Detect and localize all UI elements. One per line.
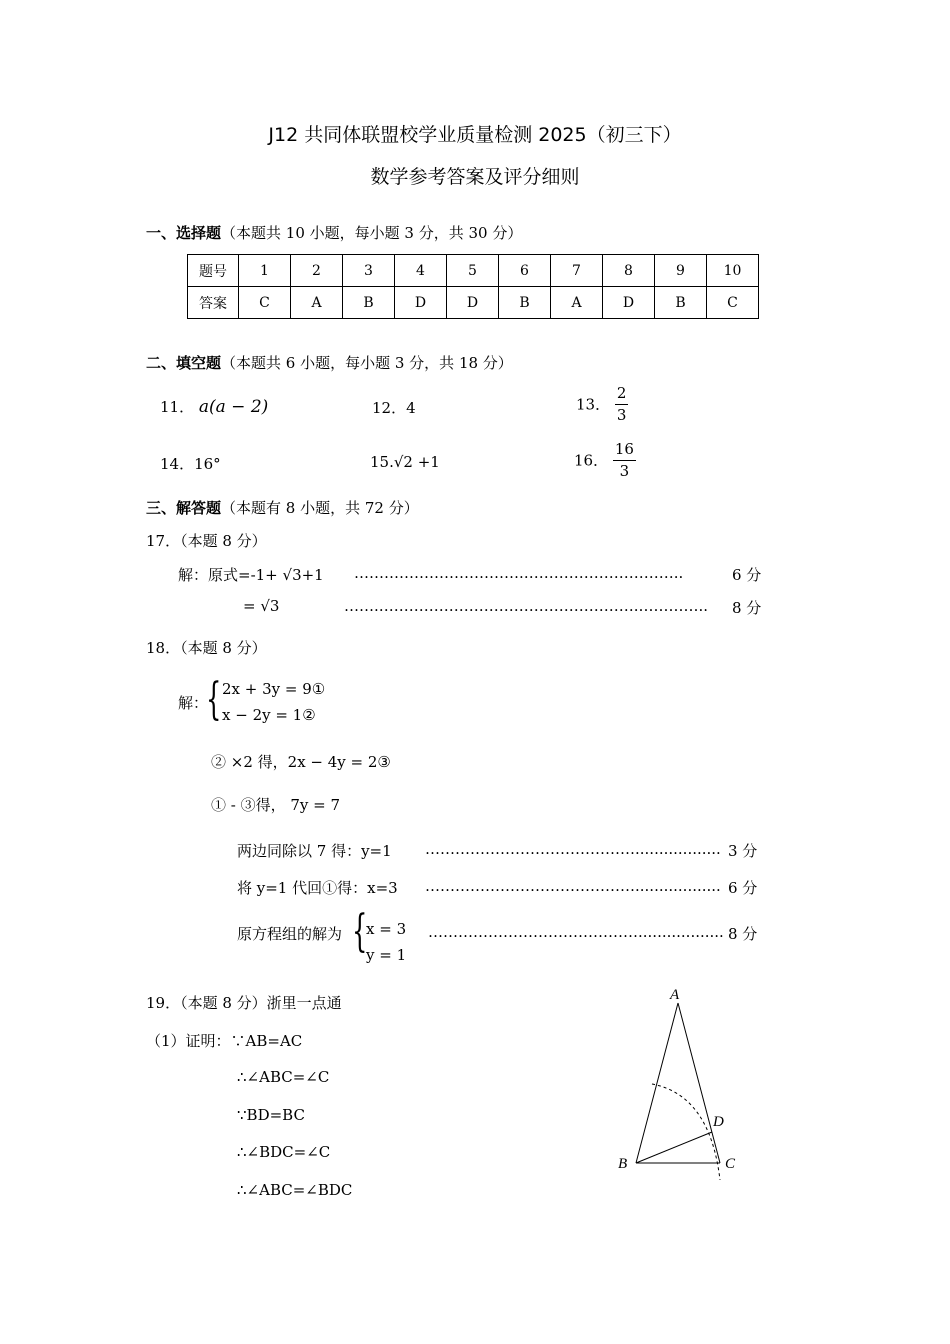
- question-number: 16．: [574, 451, 609, 470]
- q18-score4: 6 分: [728, 879, 758, 897]
- table-cell: B: [343, 287, 395, 319]
- answer-q12: [372, 397, 416, 418]
- arc-dashed: [652, 1084, 720, 1180]
- q17-score1: 6 分: [732, 566, 762, 584]
- q19-line3: ∵BD=BC: [237, 1106, 305, 1124]
- section-fill-heading: [146, 352, 513, 373]
- section-choice-title: 一、选择题: [146, 224, 222, 242]
- fraction-denominator: 3: [616, 405, 627, 424]
- q18-eq2: x − 2y = 1②: [222, 706, 316, 724]
- segment-AC: [678, 1003, 720, 1163]
- q18-dots3: ……………………………………..................: [425, 840, 721, 858]
- q17-line2: = √3: [243, 597, 280, 615]
- label-B: B: [618, 1156, 628, 1172]
- q18-score5: 8 分: [728, 925, 758, 943]
- fraction-numerator: 16: [613, 441, 636, 461]
- q19-line2: ∴∠ABC=∠C: [237, 1068, 330, 1086]
- label-A: A: [670, 987, 680, 1003]
- answer-q13: [576, 385, 628, 423]
- q18-score3: 3 分: [728, 842, 758, 860]
- table-cell: 7: [551, 255, 603, 287]
- question-number: 14．: [160, 455, 195, 473]
- answer-q15: [370, 453, 440, 471]
- q19-line5: ∴∠ABC=∠BDC: [237, 1181, 353, 1199]
- table-cell: C: [239, 287, 291, 319]
- question-number: 13．: [576, 395, 611, 414]
- q18-step1: ② ×2 得，2x − 4y = 2③: [211, 753, 391, 771]
- q18-dots4: ……………………………………..................: [425, 877, 721, 895]
- page-subtitle: 数学参考答案及评分细则: [370, 166, 580, 188]
- table-cell: 1: [239, 255, 291, 287]
- q18-eq1: 2x + 3y = 9①: [222, 680, 326, 698]
- section-solve-note: （本题有 8 小题，共 72 分）: [221, 499, 419, 517]
- table-cell: 2: [291, 255, 343, 287]
- question-number: 11．: [160, 398, 195, 416]
- q18-step4: 将 y=1 代回①得：x=3: [237, 879, 398, 897]
- table-cell: 10: [707, 255, 759, 287]
- table-row-numbers: [188, 255, 759, 287]
- q19-part1: （1）证明：∵AB=AC: [146, 1032, 303, 1050]
- q18-sol-label: 解：: [178, 694, 209, 712]
- table-cell: A: [551, 287, 603, 319]
- table-cell: 9: [655, 255, 707, 287]
- q17-dots2: …….…………………………………………….…………..: [344, 597, 709, 615]
- label-C: C: [725, 1156, 736, 1172]
- triangle-figure: [600, 980, 760, 1185]
- section-choice-note: （本题共 10 小题，每小题 3 分，共 30 分）: [221, 224, 523, 242]
- table-cell: 8: [603, 255, 655, 287]
- section-solve-heading: [146, 497, 419, 518]
- table-cell: 6: [499, 255, 551, 287]
- question-number: 12．: [372, 399, 407, 417]
- q17-header: 17．（本题 8 分）: [146, 532, 267, 550]
- table-cell: 4: [395, 255, 447, 287]
- section-choice-heading: [146, 222, 522, 243]
- section-solve-title: 三、解答题: [146, 499, 222, 517]
- q18-header: 18．（本题 8 分）: [146, 639, 267, 657]
- system-brace: {: [352, 906, 368, 957]
- q17-dots1: …………………………….…………………………..: [354, 564, 684, 582]
- fraction-numerator: 2: [615, 385, 629, 405]
- table-cell: B: [655, 287, 707, 319]
- table-cell: D: [603, 287, 655, 319]
- section-fill-title: 二、填空题: [146, 354, 222, 372]
- answer-value: 4: [406, 399, 416, 417]
- q17-score2: 8 分: [732, 599, 762, 617]
- fraction-denominator: 3: [619, 461, 630, 480]
- section-fill-note: （本题共 6 小题，每小题 3 分，共 18 分）: [221, 354, 513, 372]
- table-row-answers: [188, 287, 759, 319]
- fraction: [613, 441, 636, 479]
- table-cell: C: [707, 287, 759, 319]
- segment-AB: [636, 1003, 678, 1163]
- q19-line4: ∴∠BDC=∠C: [237, 1143, 331, 1161]
- q18-step5: 原方程组的解为: [237, 925, 343, 943]
- table-cell: D: [447, 287, 499, 319]
- system-brace: {: [206, 674, 222, 725]
- q18-step2: ① - ③得， 7y = 7: [211, 796, 341, 814]
- table-cell: B: [499, 287, 551, 319]
- table-row-label: 题号: [188, 255, 239, 287]
- q19-header: 19．（本题 8 分）浙里一点通: [146, 994, 342, 1012]
- q18-sol-y: y = 1: [366, 946, 407, 964]
- question-number: 15.: [370, 453, 394, 471]
- fraction: [615, 385, 629, 423]
- answer-q14: [160, 453, 221, 474]
- q18-dots5: ……………………………………..................: [428, 923, 724, 941]
- answer-value: a(a − 2): [198, 397, 269, 417]
- table-cell: 5: [447, 255, 499, 287]
- segment-BD: [636, 1132, 712, 1163]
- table-cell: 3: [343, 255, 395, 287]
- answer-q16: [574, 441, 636, 479]
- answer-q11: [160, 396, 268, 417]
- choice-answer-table: [187, 254, 759, 319]
- answer-value: √2 +1: [393, 453, 440, 471]
- q18-sol-x: x = 3: [366, 920, 407, 938]
- table-row-label: 答案: [188, 287, 239, 319]
- page-title: J12 共同体联盟校学业质量检测 2025（初三下）: [268, 124, 682, 146]
- answer-value: 16°: [194, 455, 221, 473]
- table-cell: D: [395, 287, 447, 319]
- table-cell: A: [291, 287, 343, 319]
- q17-line1: 解：原式=-1+ √3+1: [178, 566, 324, 584]
- q18-step3: 两边同除以 7 得：y=1: [237, 842, 392, 860]
- label-D: D: [713, 1114, 724, 1130]
